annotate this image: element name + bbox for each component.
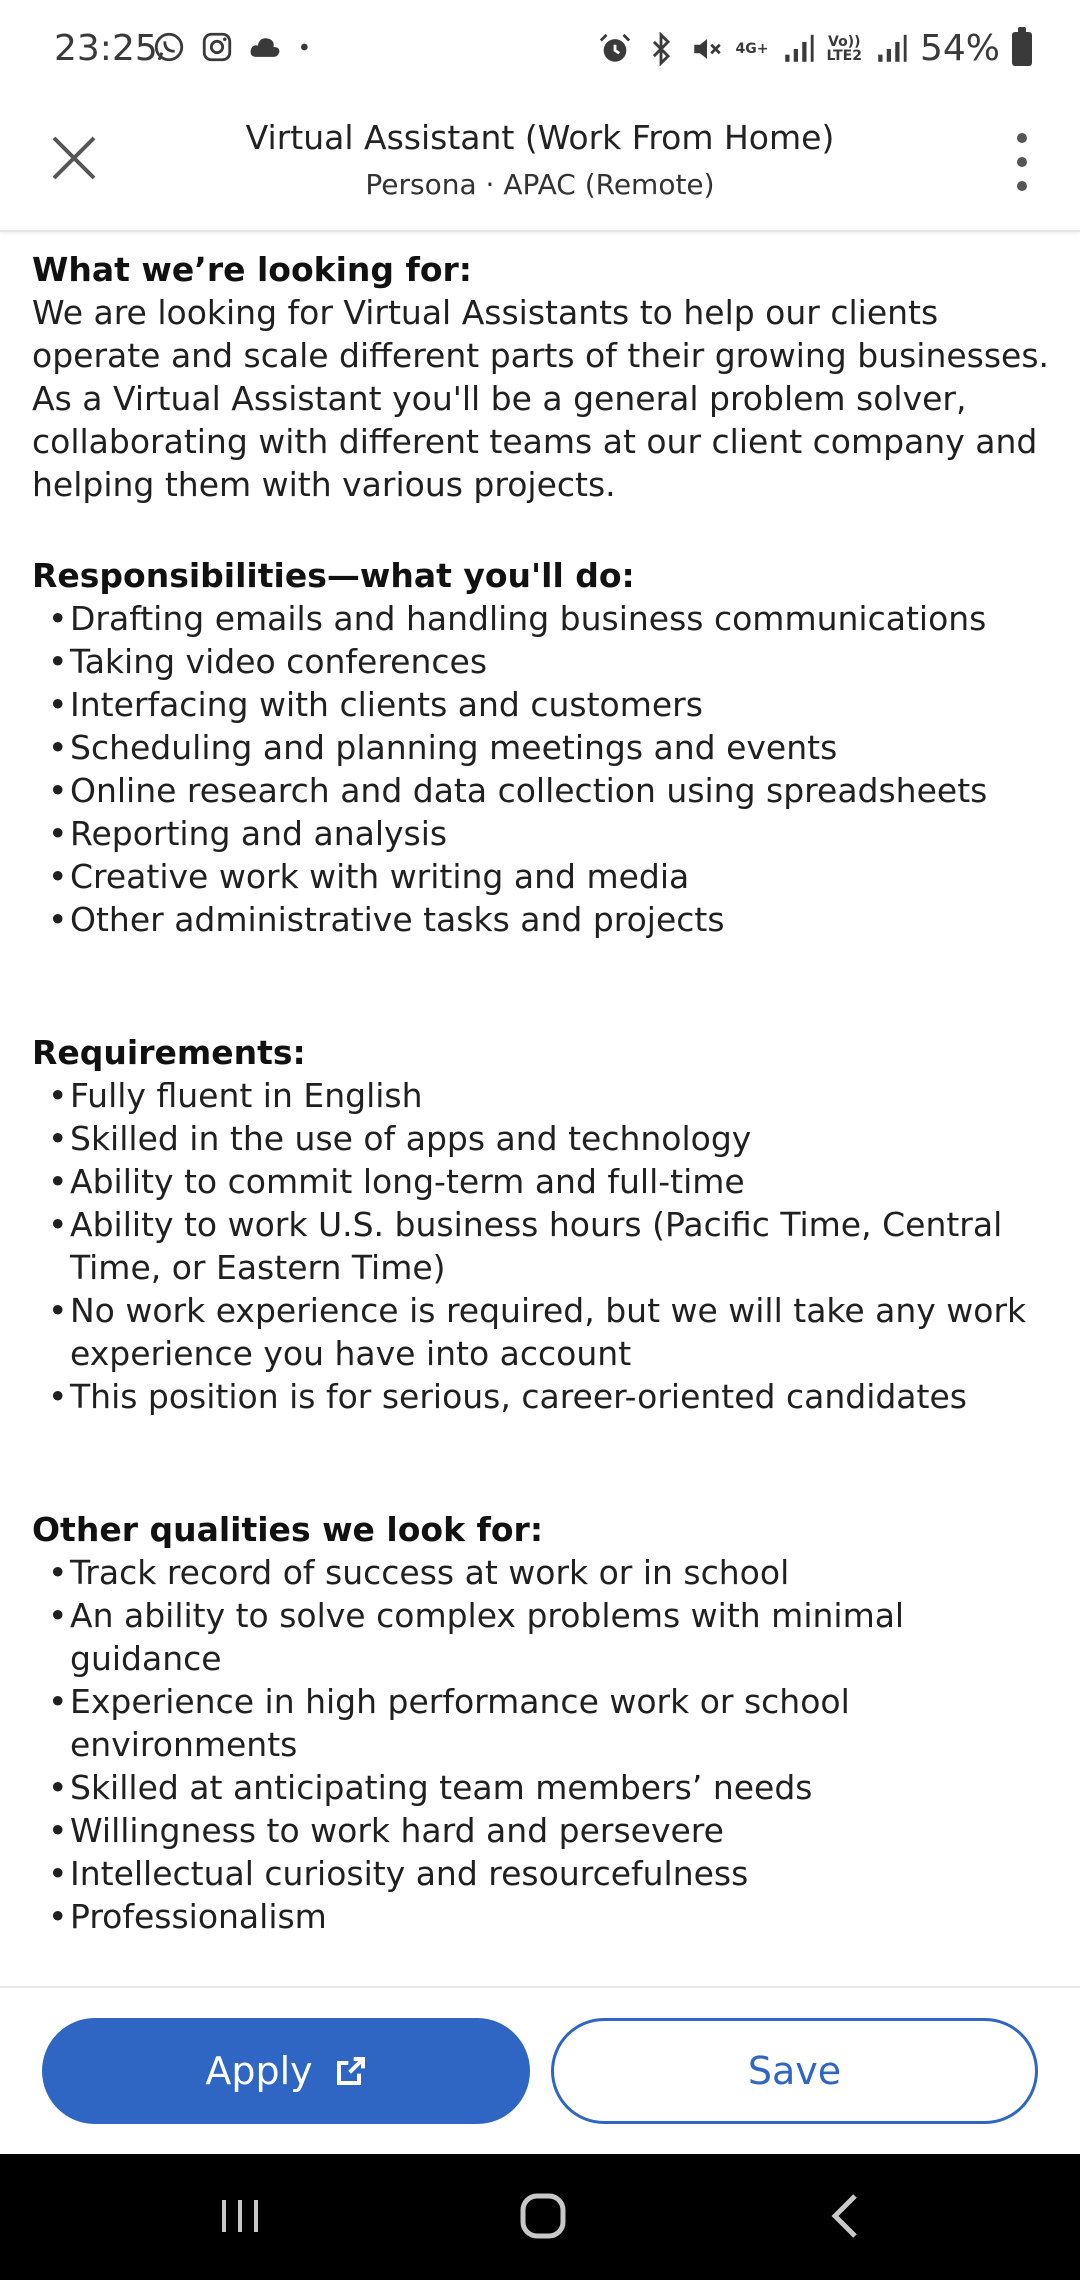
close-button[interactable]	[40, 124, 108, 192]
external-link-icon	[335, 2055, 367, 2087]
list-item: • Fully fluent in English	[48, 1074, 1052, 1117]
list-item: • Scheduling and planning meetings and events	[48, 726, 1052, 769]
volte-signal-icon	[827, 35, 862, 63]
recent-apps-icon	[218, 2196, 262, 2236]
cloud-icon	[248, 30, 282, 64]
more-options-button[interactable]	[992, 126, 1052, 198]
job-description	[32, 248, 1052, 1938]
list-item: • Creative work with writing and media	[48, 855, 1052, 898]
list-item: • Ability to commit long-term and full-time	[48, 1160, 1052, 1203]
instagram-icon	[200, 30, 234, 64]
back-button[interactable]	[810, 2186, 880, 2246]
section-title-looking-for: What we’re looking for:	[32, 250, 472, 289]
volte-label-top: Vo))	[828, 33, 861, 50]
list-item: • Drafting emails and handling business communications	[48, 597, 1052, 640]
more-vert-icon	[1017, 133, 1027, 143]
list-item: • Taking video conferences	[48, 640, 1052, 683]
signal-bars-icon-2	[874, 32, 908, 66]
close-icon	[51, 135, 97, 181]
whatsapp-icon	[152, 30, 186, 64]
recent-apps-button[interactable]	[205, 2186, 275, 2246]
home-icon	[518, 2191, 568, 2241]
list-item: • Skilled in the use of apps and technology	[48, 1117, 1052, 1160]
status-right-icons	[598, 28, 1032, 69]
dot-icon	[296, 30, 316, 64]
list-item: • Track record of success at work or in school	[48, 1551, 1052, 1594]
requirements-list	[32, 1074, 1052, 1418]
list-item: • Interfacing with clients and customers	[48, 683, 1052, 726]
navigation-bar	[0, 2154, 1080, 2280]
list-item: • Other administrative tasks and projects	[48, 898, 1052, 941]
list-item: • Willingness to work hard and persevere	[48, 1809, 1052, 1852]
responsibilities-list	[32, 597, 1052, 941]
list-item: • No work experience is required, but we will take any work experience you have into account	[48, 1289, 1052, 1375]
looking-for-text: We are looking for Virtual Assistants to help our clients operate and scale different parts of their growing businesses. As a Virtual Assistant you'll be a general problem solver, collaborating with different teams at our client company and helping them with various projects.	[32, 293, 1050, 504]
battery-icon	[1012, 32, 1032, 66]
list-item: • This position is for serious, career-oriented candidates	[48, 1375, 1052, 1418]
save-button[interactable]	[551, 2018, 1038, 2124]
list-item: • Ability to work U.S. business hours (Pacific Time, Central Time, or Eastern Time)	[48, 1203, 1052, 1289]
other-qualities-list	[32, 1551, 1052, 1938]
job-title: Virtual Assistant (Work From Home)	[245, 118, 835, 157]
list-item: • Skilled at anticipating team members’ needs	[48, 1766, 1052, 1809]
mute-icon	[690, 32, 724, 66]
job-company-location: Persona · APAC (Remote)	[365, 168, 715, 201]
action-bar	[0, 1986, 1080, 2154]
apply-label: Apply	[205, 2049, 313, 2093]
job-header	[0, 100, 1080, 232]
list-item: • Intellectual curiosity and resourcefulness	[48, 1852, 1052, 1895]
network-label: 4G+	[735, 40, 769, 57]
save-label: Save	[747, 2049, 842, 2093]
back-icon	[827, 2192, 863, 2240]
4g-signal-icon	[736, 42, 769, 56]
status-left-icons	[152, 30, 316, 64]
status-bar	[0, 0, 1080, 100]
list-item: • Experience in high performance work or school environments	[48, 1680, 1052, 1766]
list-item: • Professionalism	[48, 1895, 1052, 1938]
battery-percent: 54%	[919, 28, 1000, 69]
apply-button[interactable]	[42, 2018, 530, 2124]
signal-bars-icon	[781, 32, 815, 66]
list-item: • Online research and data collection using spreadsheets	[48, 769, 1052, 812]
list-item: • An ability to solve complex problems with minimal guidance	[48, 1594, 1052, 1680]
status-time: 23:25	[54, 28, 158, 69]
section-title-responsibilities: Responsibilities—what you'll do:	[32, 556, 635, 595]
home-button[interactable]	[508, 2186, 578, 2246]
list-item: • Reporting and analysis	[48, 812, 1052, 855]
alarm-icon	[598, 32, 632, 66]
bluetooth-icon	[644, 32, 678, 66]
volte-label-bottom: LTE2	[826, 47, 862, 64]
section-title-other-qualities: Other qualities we look for:	[32, 1510, 544, 1549]
section-title-requirements: Requirements:	[32, 1033, 306, 1072]
